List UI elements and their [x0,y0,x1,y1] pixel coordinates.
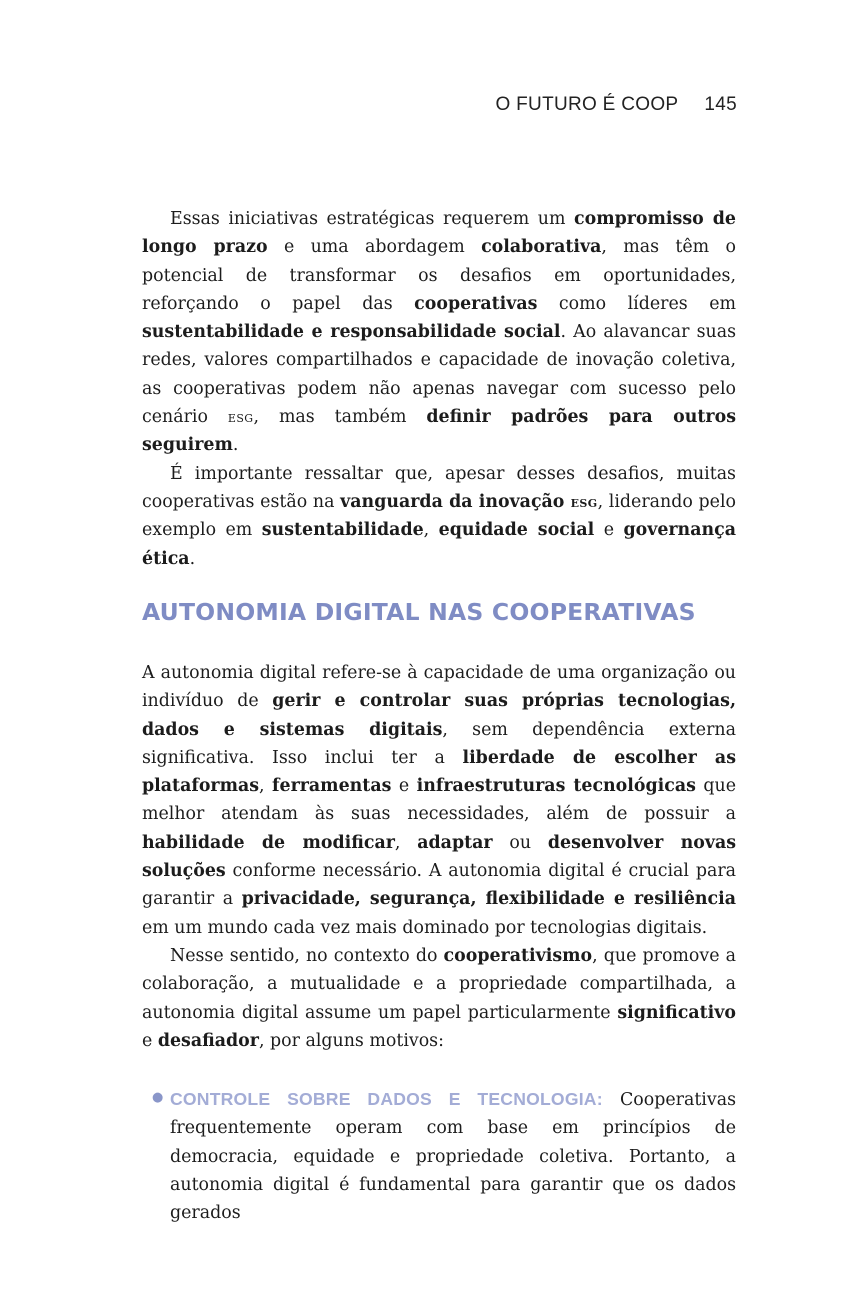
bold-run: definir padrões para outros seguirem [142,407,736,456]
text-run: e uma abordagem [267,237,482,258]
bullet-dot-icon: ● [152,1090,164,1105]
bold-run: compromisso de longo prazo [142,209,736,258]
text-run: A autonomia digital refere-se à capacidade de uma organização ou indivíduo de [142,663,736,712]
text-run: , mas têm o potencial de transformar os desafios em oportunidades, reforçando o papel das [142,237,737,314]
text-run: como líderes em [537,293,736,314]
bold-run: gerir e controlar suas próprias tecnologias, dados e sistemas digitais [142,691,736,740]
intro-paragraph-2 [142,460,736,573]
text-run: Essas iniciativas estratégicas requerem um [170,209,575,229]
bullet-section [142,1085,736,1227]
text-run: É importante ressaltar que, apesar desses desafios, muitas cooperativas estão na [142,463,736,512]
bullet-text: Cooperativas frequentemente operam com base em princípios de democracia, equidade e propriedade coletiva. Portanto, a autonomia digital é fundamental para garantir que os dados gerados [170,1090,736,1224]
bold-run: infraestruturas tecnológicas [416,776,696,797]
bold-run: habilidade de modificar [142,832,395,853]
text-run: em um mundo cada vez mais dominado por tecnologias digitais. [142,917,708,938]
bullet-label: CONTROLE SOBRE DADOS E TECNOLOGIA: [170,1089,603,1109]
smallcaps-run: esg [570,491,598,511]
bold-run: colaborativa [481,237,602,258]
bold-run [340,492,597,512]
bold-run: sustentabilidade e responsabilidade social [142,322,561,343]
text-run: , [423,520,439,541]
bold-run: liberdade de escolher as plataformas [142,747,736,797]
bold-run: cooperativas [414,293,538,314]
list-item [142,1085,736,1227]
bold-run: desafiador [157,1030,259,1051]
text-run: Nesse sentido, no contexto do [170,945,444,966]
page-number: 145 [704,94,737,115]
text-run: . [189,548,196,569]
bold-run: privacidade, segurança, flexibilidade e resiliência [241,889,736,910]
text-run: , mas também [253,407,427,428]
bold-run: sustentabilidade [261,520,424,541]
text-run: , [394,832,418,853]
text-run: , liderando pelo exemplo em [142,491,736,541]
running-title: O FUTURO É COOP [495,94,679,115]
section-paragraph-1 [142,659,736,942]
text-run: e [391,776,417,797]
bold-run: cooperativismo [443,945,593,966]
bold-run-text: vanguarda da inovação [340,491,571,512]
section-paragraph-2 [142,942,736,1055]
text-run: . [232,435,239,456]
text-run: , [259,776,273,797]
bold-run: adaptar [417,832,493,853]
bold-run: significativo [617,1002,736,1023]
intro-text [142,205,736,573]
bold-run: governança ética [142,520,736,569]
text-run: e [142,1030,158,1051]
text-run: , por alguns motivos: [258,1030,444,1051]
text-run: ou [492,832,548,853]
text-run: que melhor atendam às suas necessidades, além de possuir a [142,776,736,825]
bullet-list [142,1085,736,1227]
text-run: . Ao alavancar suas redes, valores compartilhados e capacidade de inovação coletiva, as cooperativas podem não apenas navegar com sucesso pelo cenário [142,322,736,428]
section-heading: AUTONOMIA DIGITAL NAS COOPERATIVAS [142,598,696,626]
text-run: conforme necessário. A autonomia digital é crucial para garantir a [142,861,736,910]
running-header [495,94,737,116]
bold-run: equidade social [438,520,595,541]
text-run: , sem dependência externa significativa. Isso inclui ter a [142,719,736,768]
intro-paragraph-1 [142,205,736,460]
text-run: e [594,520,624,541]
section-text [142,659,736,1055]
text-run: , que promove a colaboração, a mutualidade e a propriedade compartilhada, a autonomia digital assume um papel particularmente [142,945,736,1023]
smallcaps-run: esg [227,407,254,427]
bold-run: desenvolver novas soluções [142,832,737,882]
bold-run: ferramentas [272,776,392,797]
